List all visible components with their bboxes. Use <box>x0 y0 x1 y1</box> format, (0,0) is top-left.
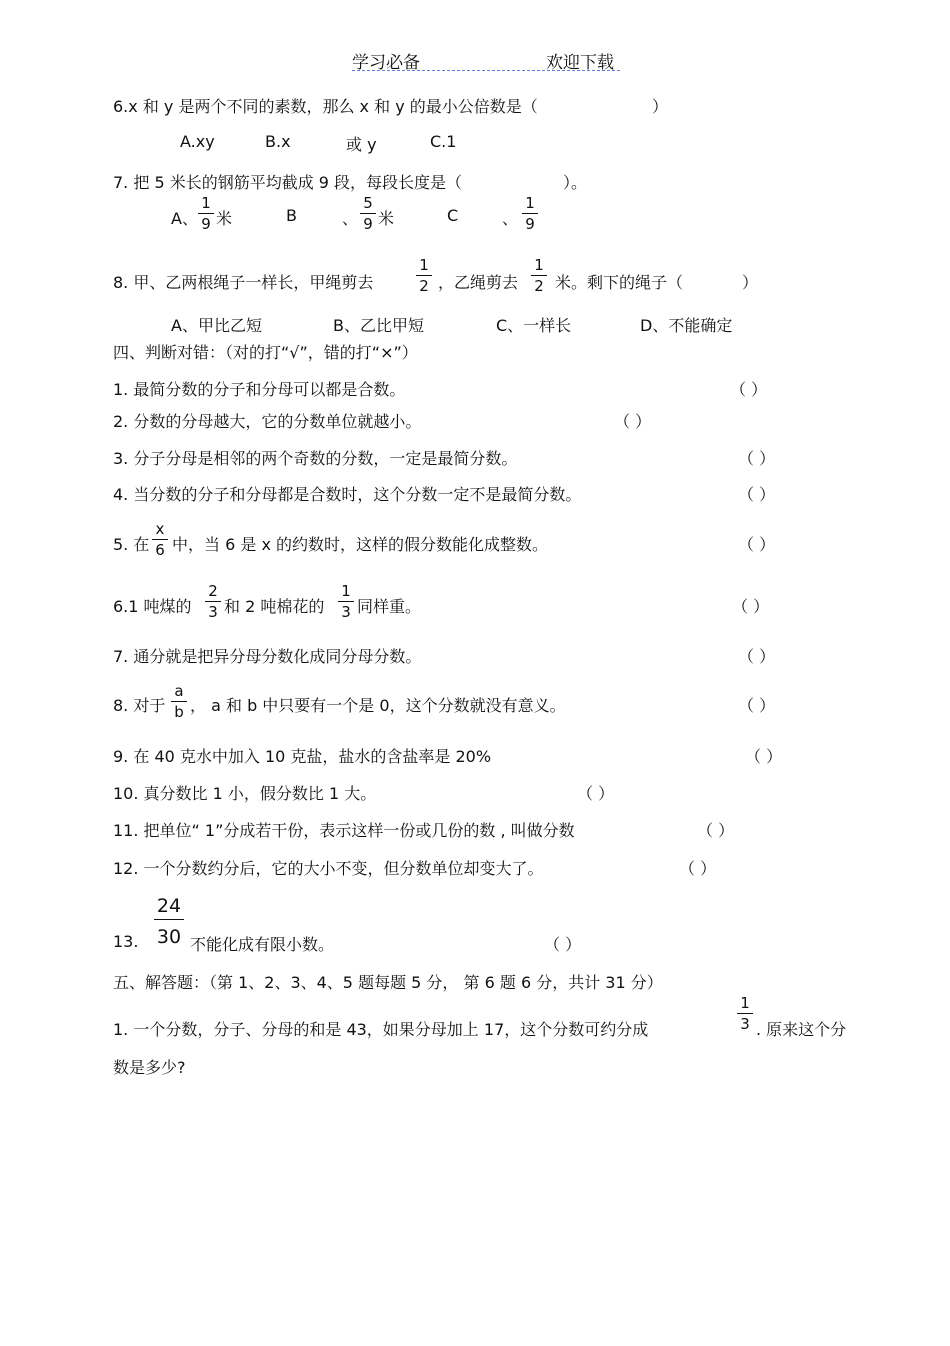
judge-item-10-mark: （ ） <box>577 784 615 803</box>
judge-item-8-fraction <box>171 684 187 720</box>
judge-item-3-mark: （ ） <box>738 449 776 468</box>
judge-item-11-mark: （ ） <box>697 821 735 840</box>
q8-close: ） <box>742 273 759 292</box>
judge-item-12: 12. 一个分数约分后，它的大小不变，但分数单位却变大了。 <box>113 859 544 878</box>
header-right: 欢迎下载 <box>546 53 614 73</box>
fraction-denominator: 3 <box>341 603 351 621</box>
judge-item-6-post: 同样重。 <box>357 597 422 616</box>
q8-option-b: B、乙比甲短 <box>333 316 424 335</box>
q8-fraction-2 <box>531 258 547 294</box>
q6-option-b-or: 或 y <box>346 135 377 154</box>
fraction-numerator: 24 <box>156 895 182 917</box>
header-left: 学习必备 <box>352 53 420 73</box>
judge-item-13-pre: 13. <box>113 932 139 951</box>
q7-option-b-unit: 米 <box>378 209 395 228</box>
judge-item-5-pre: 5. 在 <box>113 535 150 554</box>
q8-option-a: A、甲比乙短 <box>171 316 262 335</box>
judge-item-9: 9. 在 40 克水中加入 10 克盐，盐水的含盐率是 20% <box>113 747 492 766</box>
fraction-numerator: 5 <box>363 194 373 212</box>
fraction-numerator: a <box>174 682 184 700</box>
solve-q1-pre: 1. 一个分数，分子、分母的和是 43，如果分母加上 17，这个分数可约分成 <box>113 1020 649 1039</box>
judge-item-8-post: ， a 和 b 中只要有一个是 0，这个分数就没有意义。 <box>190 696 566 715</box>
judge-item-6-fraction-1 <box>205 584 221 620</box>
q7-option-b-label: B <box>286 206 297 225</box>
solve-q1-post: . 原来这个分 <box>756 1020 847 1039</box>
judge-item-11: 11. 把单位“ 1”分成若干份，表示这样一份或几份的数 , 叫做分数 <box>113 821 575 840</box>
q8-tail: 米。剩下的绳子（ <box>555 273 684 292</box>
judge-item-1: 1. 最简分数的分子和分母可以都是合数。 <box>113 380 406 399</box>
q7-option-a-fraction <box>198 196 214 232</box>
q7-option-a-label: A、 <box>171 209 198 228</box>
fraction-denominator: 9 <box>525 215 535 233</box>
judge-item-6-mark: （ ） <box>732 597 770 616</box>
q6-option-b: B.x <box>265 132 291 151</box>
solve-q1-fraction <box>737 996 753 1032</box>
q8-stem: 8. 甲、乙两根绳子一样长，甲绳剪去 <box>113 273 374 292</box>
judge-item-5-fraction <box>152 522 168 558</box>
fraction-numerator: x <box>155 520 165 538</box>
q6-stem: 6.x 和 y 是两个不同的素数，那么 x 和 y 的最小公倍数是（ <box>113 97 538 116</box>
fraction-denominator: 3 <box>208 603 218 621</box>
q7-option-b-fraction <box>360 196 376 232</box>
judge-item-13-fraction <box>154 897 184 947</box>
judge-item-7: 7. 通分就是把异分母分数化成同分母分数。 <box>113 647 422 666</box>
judge-item-7-mark: （ ） <box>738 647 776 666</box>
q7-option-c-label: C <box>447 206 459 225</box>
judge-item-1-mark: （ ） <box>730 380 768 399</box>
fraction-numerator: 1 <box>419 256 429 274</box>
q6-option-c: C.1 <box>430 132 457 151</box>
judge-item-10: 10. 真分数比 1 小，假分数比 1 大。 <box>113 784 377 803</box>
fraction-numerator: 1 <box>740 994 750 1012</box>
judge-item-6-mid: 和 2 吨棉花的 <box>224 597 325 616</box>
fraction-numerator: 2 <box>208 582 218 600</box>
judge-item-5-mark: （ ） <box>738 535 776 554</box>
q7-option-c-fraction <box>522 196 538 232</box>
judge-item-13-post: 不能化成有限小数。 <box>190 935 335 954</box>
fraction-numerator: 1 <box>525 194 535 212</box>
judge-item-8-pre: 8. 对于 <box>113 696 166 715</box>
judge-item-2-mark: （ ） <box>614 412 652 431</box>
q8-fraction-1 <box>416 258 432 294</box>
judge-item-4: 4. 当分数的分子和分母都是合数时，这个分数一定不是最简分数。 <box>113 485 582 504</box>
fraction-denominator: b <box>174 703 184 721</box>
fraction-denominator: 30 <box>156 926 182 948</box>
header-rule <box>352 70 620 71</box>
q7-option-c-sep: 、 <box>502 209 519 228</box>
fraction-numerator: 1 <box>534 256 544 274</box>
q6-option-a: A.xy <box>180 132 215 151</box>
judge-item-5-post: 中，当 6 是 x 的约数时，这样的假分数能化成整数。 <box>172 535 548 554</box>
fraction-denominator: 6 <box>155 541 165 559</box>
solve-q1-line2: 数是多少? <box>113 1058 186 1077</box>
fraction-denominator: 2 <box>534 277 544 295</box>
q8-option-c: C、一样长 <box>496 316 572 335</box>
judge-item-6-pre: 6.1 吨煤的 <box>113 597 192 616</box>
q7-stem: 7. 把 5 米长的钢筋平均截成 9 段，每段长度是（ <box>113 173 463 192</box>
judge-item-13-mark: （ ） <box>544 935 582 954</box>
judge-item-8-mark: （ ） <box>738 696 776 715</box>
q6-close: ） <box>652 97 669 116</box>
judge-item-4-mark: （ ） <box>738 485 776 504</box>
judge-item-6-fraction-2 <box>338 584 354 620</box>
fraction-denominator: 9 <box>201 215 211 233</box>
fraction-denominator: 2 <box>419 277 429 295</box>
q8-mid: ，乙绳剪去 <box>438 273 519 292</box>
judge-item-3: 3. 分子分母是相邻的两个奇数的分数，一定是最简分数。 <box>113 449 518 468</box>
q8-option-d: D、不能确定 <box>640 316 733 335</box>
fraction-numerator: 1 <box>341 582 351 600</box>
solve-section-title: 五、解答题：（第 1、2、3、4、5 题每题 5 分， 第 6 题 6 分，共计 31 分） <box>113 973 663 992</box>
q7-option-a-unit: 米 <box>216 209 233 228</box>
judge-item-2: 2. 分数的分母越大，它的分数单位就越小。 <box>113 412 422 431</box>
fraction-denominator: 3 <box>740 1015 750 1033</box>
fraction-numerator: 1 <box>201 194 211 212</box>
judge-item-12-mark: （ ） <box>679 859 717 878</box>
judge-section-title: 四、判断对错：（对的打“√”，错的打“×”） <box>113 343 418 362</box>
judge-item-9-mark: （ ） <box>745 747 783 766</box>
q7-option-b-sep: 、 <box>342 209 359 228</box>
q7-close: ）。 <box>563 173 588 192</box>
fraction-denominator: 9 <box>363 215 373 233</box>
